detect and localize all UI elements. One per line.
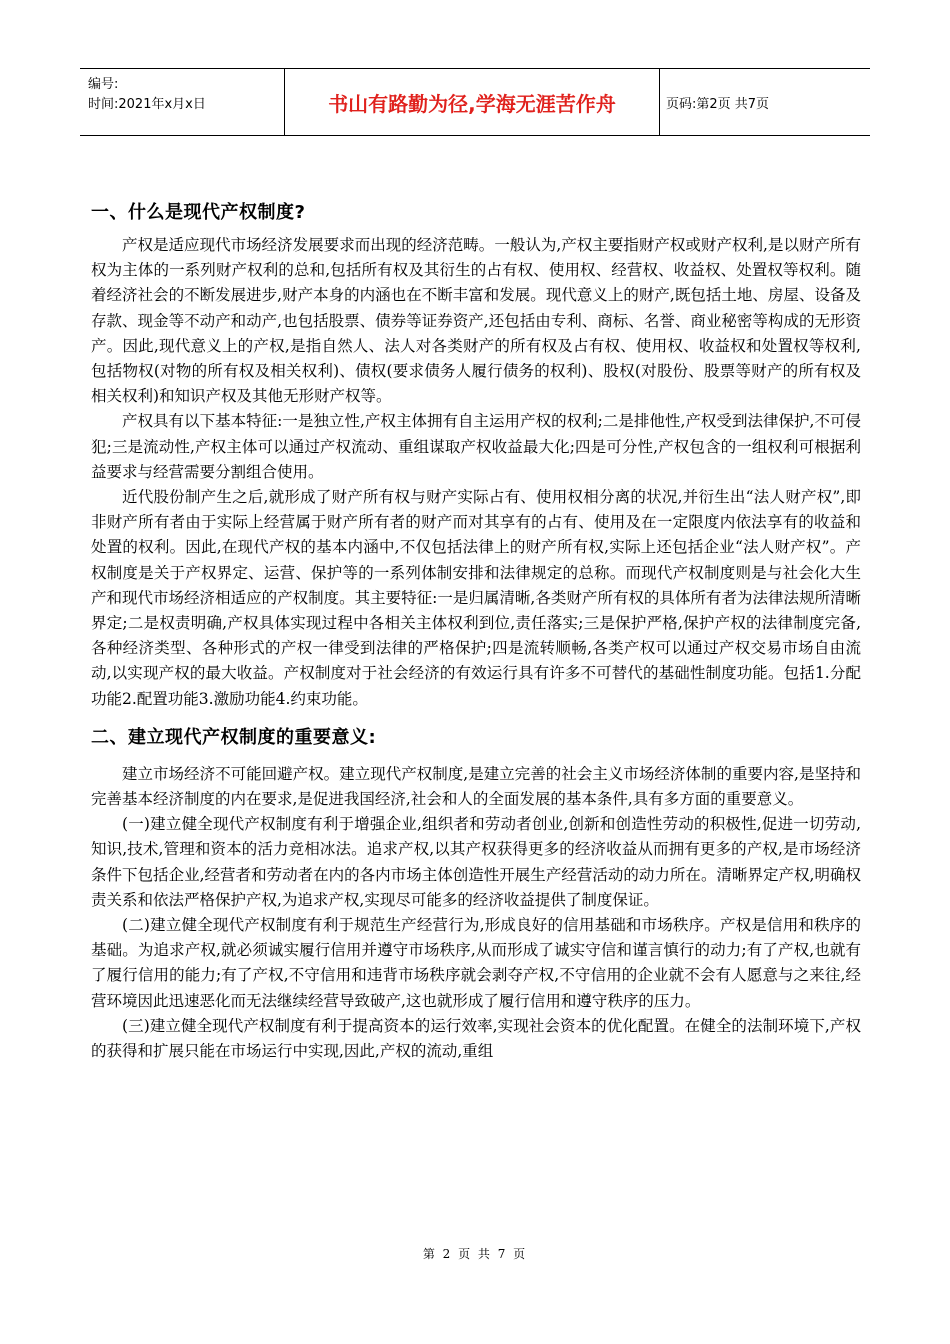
header-page-info: 页码:第2页 共7页	[666, 96, 770, 112]
page-footer: 第 2 页 共 7 页	[422, 1247, 528, 1261]
header-motto: 书山有路勤为径,学海无涯苦作舟	[284, 69, 660, 135]
number-label: 编号:	[88, 77, 119, 92]
document-body	[91, 195, 861, 1064]
paragraph: 建立市场经济不可能回避产权。建立现代产权制度,是建立完善的社会主义市场经济体制的重要内容,是坚持和完善基本经济制度的内在要求,是促进我国经济,社会和人的全面发展的基本条件,具有多方面的重要意义。	[91, 764, 861, 809]
paragraph: 近代股份制产生之后,就形成了财产所有权与财产实际占有、使用权相分离的状况,并衍生出“法人财产权”,即非财产所有者由于实际上经营属于财产所有者的财产而对其享有的占有、使用及在一定限度内依法享有的收益和处置的权利。因此,在现代产权的基本内涵中,不仅包括法律上的财产所有权,实际上还包括企业“法人财产权”。产权制度是关于产权界定、运营、保护等的一系列体制安排和法律规定的总称。而现代产权制度则是与社会化大生产和现代市场经济相适应的产权制度。其主要特征:一是归属清晰,各类财产所有权的具体所有者为法律法规所清晰界定;二是权责明确,产权具体实现过程中各相关主体权利到位,责任落实;三是保护严格,保护产权的法律制度完备,各种经济类型、各种形式的产权一律受到法律的严格保护;四是流转顺畅,各类产权可以通过产权交易市场自由流动,以实现产权的最大收益。产权制度对于社会经济的有效运行具有许多不可替代的基础性制度功能。包括1.分配功能2.配置功能3.激励功能4.约束功能。	[91, 488, 861, 708]
paragraph: 产权是适应现代市场经济发展要求而出现的经济范畴。一般认为,产权主要指财产权或财产权利,是以财产所有权为主体的一系列财产权利的总和,包括所有权及其衍生的占有权、使用权、经营权、收益权、处置权等权利。随着经济社会的不断发展进步,财产本身的内涵也在不断丰富和发展。现代意义上的财产,既包括土地、房屋、设备及存款、现金等不动产和动产,也包括股票、债券等证券资产,还包括由专利、商标、名誉、商业秘密等构成的无形资产。因此,现代意义上的产权,是指自然人、法人对各类财产的所有权及占有权、使用权、收益权和处置权等权利,包括物权(对物的所有权及相关权利)、债权(要求债务人履行债务的权利)、股权(对股份、股票等财产的所有权及相关权利)和知识产权及其他无形财产权等。	[91, 236, 861, 406]
paragraph: 产权具有以下基本特征:一是独立性,产权主体拥有自主运用产权的权利;二是排他性,产权受到法律保护,不可侵犯;三是流动性,产权主体可以通过产权流动、重组谋取产权收益最大化;四是可分性,产权包含的一组权利可根据利益要求与经营需要分割组合使用。	[91, 412, 861, 481]
date-label: 时间:2021年x月x日	[88, 97, 206, 112]
page-header	[80, 68, 870, 136]
paragraph: (二)建立健全现代产权制度有利于规范生产经营行为,形成良好的信用基础和市场秩序。产权是信用和秩序的基础。为追求产权,就必须诚实履行信用并遵守市场秩序,从而形成了诚实守信和谨言慎行的动力;有了产权,也就有了履行信用的能力;有了产权,不守信用和违背市场秩序就会剥夺产权,不守信用的企业就不会有人愿意与之来往,经营环境因此迅速恶化而无法继续经营导致破产,这也就形成了履行信用和遵守秩序的压力。	[91, 916, 861, 1010]
paragraph: (三)建立健全现代产权制度有利于提高资本的运行效率,实现社会资本的优化配置。在健全的法制环境下,产权的获得和扩展只能在市场运行中实现,因此,产权的流动,重组	[91, 1016, 861, 1061]
header-meta	[88, 75, 278, 115]
paragraph: (一)建立健全现代产权制度有利于增强企业,组织者和劳动者创业,创新和创造性劳动的积极性,促进一切劳动,知识,技术,管理和资本的活力竞相冰法。追求产权,以其产权获得更多的经济收益从而拥有更多的产权,是市场经济条件下包括企业,经营者和劳动者在内的各内市场主体创造性开展生产经营活动的动力所在。清晰界定产权,明确权责关系和依法严格保护产权,为追求产权,实现尽可能多的经济收益提供了制度保证。	[91, 815, 861, 909]
section-title-1: 一、什么是现代产权制度?	[91, 202, 306, 223]
section-title-2: 二、建立现代产权制度的重要意义:	[91, 726, 377, 748]
